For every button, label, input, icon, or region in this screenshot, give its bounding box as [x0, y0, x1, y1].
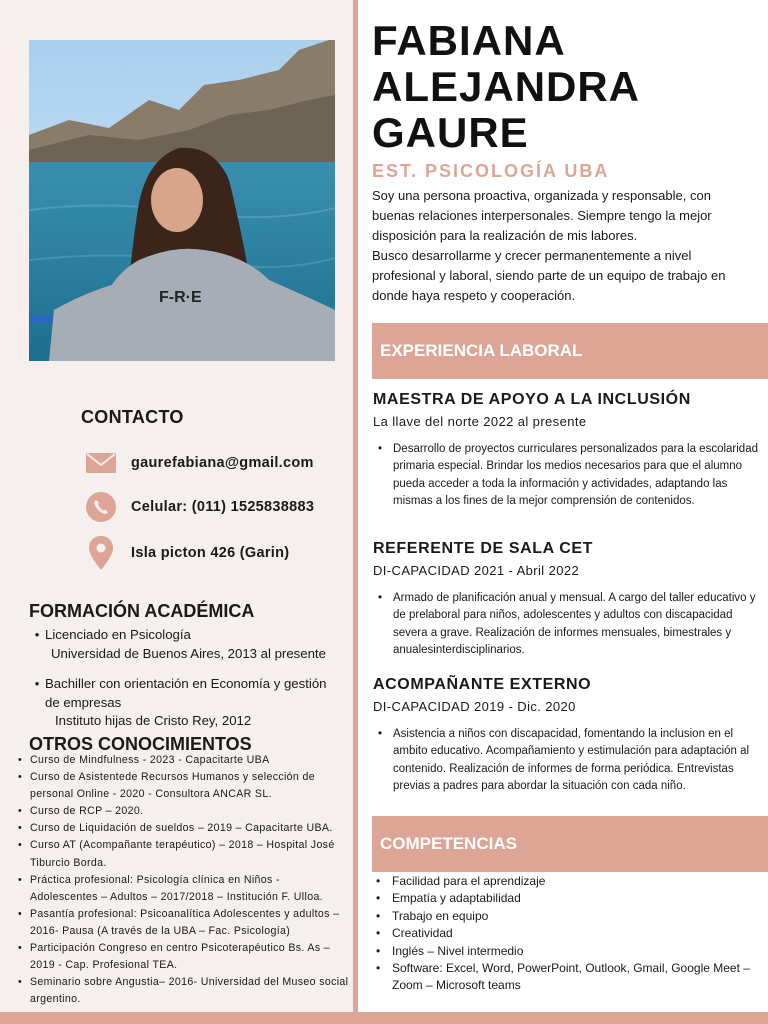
phone-text: Celular: (011) 1525838883: [131, 499, 315, 515]
other-knowledge-list: [18, 752, 350, 1008]
course-item: • Seminario sobre Angustia– 2016- Universidad del Museo social argentino.: [18, 974, 350, 1008]
education-item: • Licenciado en Psicología: [29, 626, 349, 645]
job-employer-dates: DI-CAPACIDAD 2019 - Dic. 2020: [373, 699, 576, 714]
course-item: • Práctica profesional: Psicología clínica en Niños - Adolescentes – Adultos – 2017/2018 – Institución F. Ulloa.: [18, 872, 350, 906]
education-list: [29, 626, 349, 731]
education-heading: FORMACIÓN ACADÉMICA: [29, 601, 255, 621]
full-name: [372, 18, 640, 156]
job-description: • Desarrollo de proyectos curriculares personalizados para la escolaridad primaria especial. Brindar los medios necesarios para que el alumno pueda acceder a toda la información y actividades, adaptando las mismas a los fines de la mejor comprensión de contenidos.: [373, 441, 758, 511]
skill-item: • Trabajo en equipo: [372, 908, 764, 925]
name-line: ALEJANDRA: [372, 63, 641, 110]
contact-address: [85, 535, 350, 571]
course-item: • Pasantía profesional: Psicoanalítica Adolescentes y adultos – 2016- Pausa (A través de la UBA – Fac. Psicología): [18, 906, 350, 940]
job-title: MAESTRA DE APOYO A LA INCLUSIÓN: [373, 391, 691, 408]
job-description: • Asistencia a niños con discapacidad, fomentando la inclusion en el ambito educativo. Acompañamiento y estimulación para adaptación al contenido. Realización de informes de forma periódica. Entrevistas previas a padres para abordar la situación con cada niño.: [373, 726, 758, 796]
contact-email[interactable]: [85, 445, 350, 481]
job-entry: [373, 391, 763, 511]
course-item: • Curso de Liquidación de sueldos – 2019 – Capacitarte UBA.: [18, 820, 350, 837]
job-title: ACOMPAÑANTE EXTERNO: [373, 676, 592, 693]
svg-text:F-R·E: F-R·E: [159, 289, 202, 306]
email-text: gaurefabiana@gmail.com: [131, 455, 314, 471]
location-pin-icon: [85, 535, 117, 571]
education-institution: Instituto hijas de Cristo Rey, 2012: [55, 713, 252, 729]
job-employer-dates: DI-CAPACIDAD 2021 - Abril 2022: [373, 563, 580, 578]
skill-item: • Empatía y adaptabilidad: [372, 890, 764, 907]
course-item: • Curso de RCP – 2020.: [18, 803, 350, 820]
experience-section-header: EXPERIENCIA LABORAL: [372, 323, 768, 379]
education-degree: Licenciado en Psicología: [45, 627, 191, 642]
name-line: FABIANA: [372, 17, 566, 64]
course-item: • Curso de Mindfulness - 2023 - Capacitarte UBA: [18, 752, 350, 769]
contact-heading: CONTACTO: [81, 407, 184, 427]
other-knowledge-heading: OTROS CONOCIMIENTOS: [29, 734, 252, 754]
skill-item: • Inglés – Nivel intermedio: [372, 943, 764, 960]
job-title: REFERENTE DE SALA CET: [373, 540, 594, 557]
profile-photo: [29, 40, 335, 361]
job-description: • Armado de planificación anual y mensual. A cargo del taller educativo y de prelaboral para niños, adolescentes y adultos con discapacidad severa a grave. Realización de informes mensuales, bimestrales y anualesinterdisciplinarios.: [373, 590, 758, 660]
course-item: • Curso AT (Acompañante terapéutico) – 2018 – Hospital José Tiburcio Borda.: [18, 837, 350, 871]
job-employer-dates: La llave del norte 2022 al presente: [373, 414, 587, 429]
mail-icon: [85, 445, 117, 481]
education-institution: Universidad de Buenos Aires, 2013 al presente: [51, 645, 326, 661]
education-item: • Bachiller con orientación en Economía y gestión de empresas: [29, 675, 349, 712]
job-entry: [373, 676, 763, 796]
course-item: • Curso de Asistentede Recursos Humanos y selección de personal Online - 2020 - Consultora ANCAR SL.: [18, 769, 350, 803]
profile-subtitle: EST. PSICOLOGÍA UBA: [372, 161, 610, 181]
skill-item: • Creatividad: [372, 925, 764, 942]
competencies-list: [372, 873, 764, 995]
skill-item: • Facilidad para el aprendizaje: [372, 873, 764, 890]
contact-phone[interactable]: [85, 489, 350, 525]
competencies-section-header: COMPETENCIAS: [372, 816, 768, 872]
job-entry: [373, 540, 763, 660]
name-line: GAURE: [372, 109, 529, 156]
column-divider: [353, 0, 358, 1012]
phone-icon: [85, 489, 117, 525]
education-degree: Bachiller con orientación en Economía y gestión de empresas: [45, 676, 327, 710]
address-text: Isla picton 426 (Garin): [131, 545, 290, 561]
course-item: • Participación Congreso en centro Psicoterapéutico Bs. As – 2019 - Cap. Profesional TEA.: [18, 940, 350, 974]
profile-summary: Soy una persona proactiva, organizada y responsable, con buenas relaciones interpersonales. Siempre tengo la mejor disposición para la realización de mis labores. Busco desarrollarme y crecer permanentemente a nivel profesional y laboral, siendo parte de un equipo de trabajo en donde haya respeto y cooperación.: [372, 188, 726, 303]
bottom-accent-bar: [0, 1012, 768, 1024]
skill-item: • Software: Excel, Word, PowerPoint, Outlook, Gmail, Google Meet – Zoom – Microsoft teams: [372, 960, 764, 995]
